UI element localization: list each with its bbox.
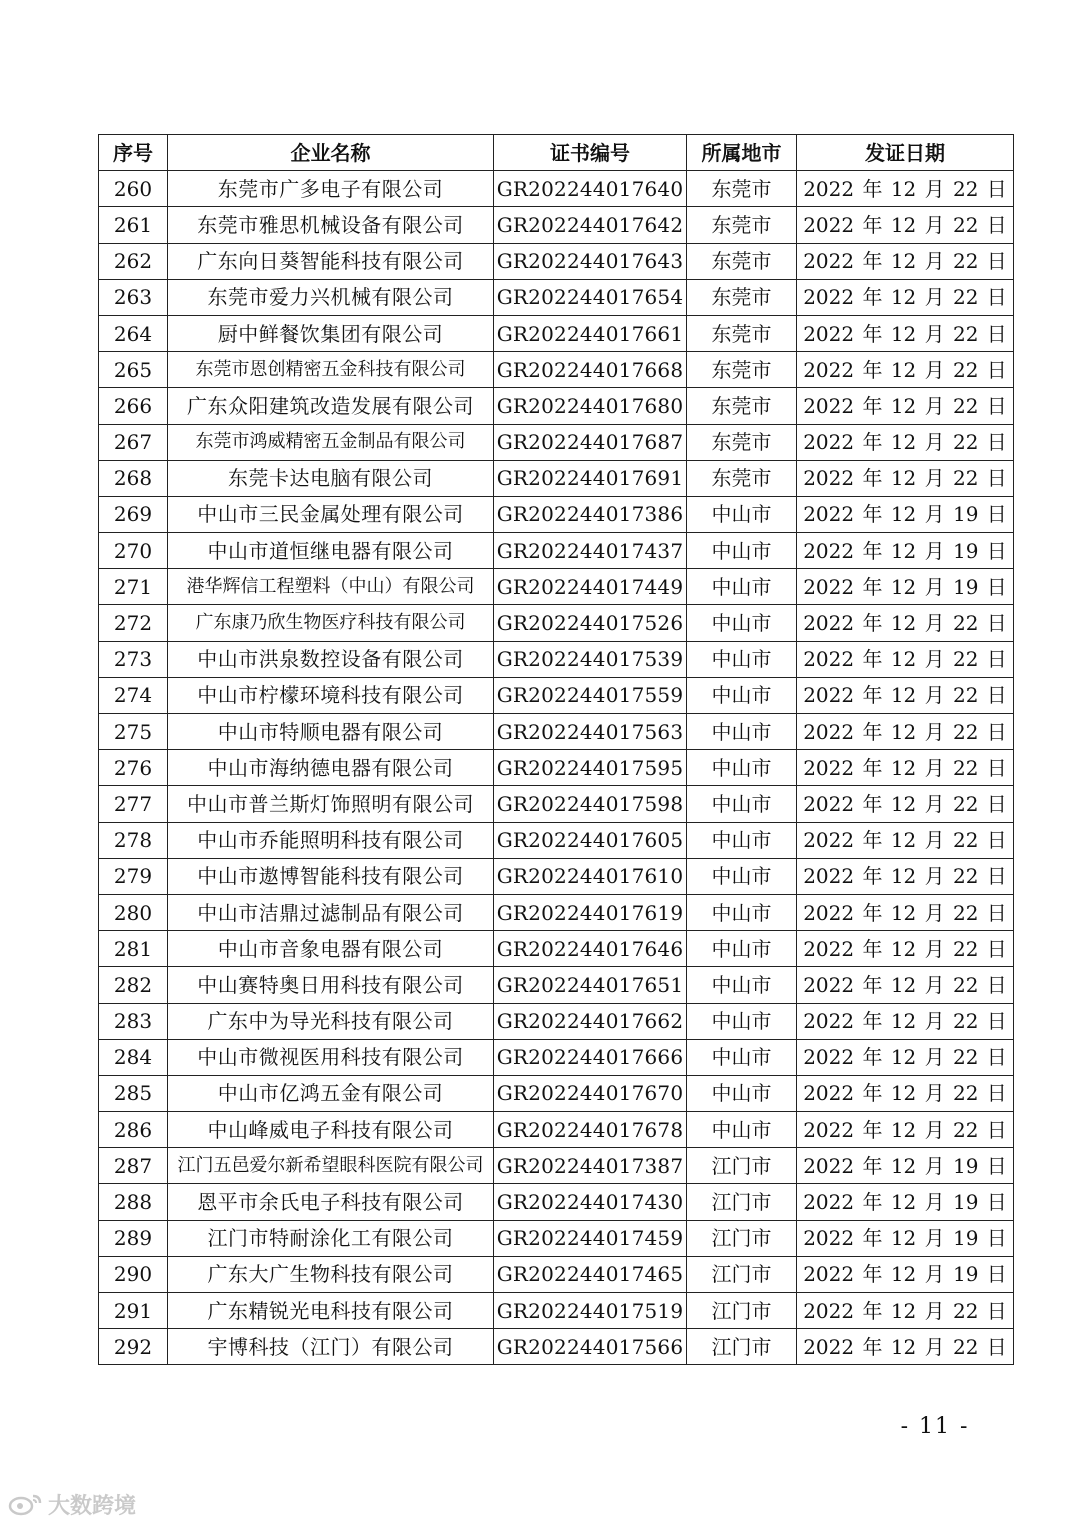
cell-company: 中山市普兰斯灯饰照明有限公司	[168, 786, 494, 822]
table-row	[99, 1184, 1014, 1220]
cell-index: 270	[99, 533, 168, 569]
cell-city: 江门市	[687, 1148, 797, 1184]
cell-certificate: GR202244017670	[494, 1075, 687, 1111]
table-row	[99, 243, 1014, 279]
cell-date: 2022 年 12 月 22 日	[797, 858, 1014, 894]
cell-index: 261	[99, 207, 168, 243]
cell-company: 中山市音象电器有限公司	[168, 931, 494, 967]
cell-date: 2022 年 12 月 22 日	[797, 1293, 1014, 1329]
cell-company: 中山市道恒继电器有限公司	[168, 533, 494, 569]
cell-certificate: GR202244017386	[494, 496, 687, 532]
cell-company: 广东精锐光电科技有限公司	[168, 1293, 494, 1329]
cell-index: 274	[99, 677, 168, 713]
cell-certificate: GR202244017465	[494, 1256, 687, 1292]
header-date: 发证日期	[797, 135, 1014, 171]
cell-company: 中山市遨博智能科技有限公司	[168, 858, 494, 894]
cell-company: 江门五邑爱尔新希望眼科医院有限公司	[168, 1148, 494, 1184]
cell-certificate: GR202244017598	[494, 786, 687, 822]
cell-company: 中山市亿鸿五金有限公司	[168, 1075, 494, 1111]
cell-city: 中山市	[687, 605, 797, 641]
cell-index: 273	[99, 641, 168, 677]
cell-city: 东莞市	[687, 279, 797, 315]
cell-certificate: GR202244017437	[494, 533, 687, 569]
cell-company: 港华辉信工程塑料（中山）有限公司	[168, 569, 494, 605]
certificate-table	[98, 134, 1014, 1365]
cell-certificate: GR202244017642	[494, 207, 687, 243]
table-row	[99, 1220, 1014, 1256]
cell-company: 中山市洪泉数控设备有限公司	[168, 641, 494, 677]
cell-city: 东莞市	[687, 315, 797, 351]
cell-company: 中山市三民金属处理有限公司	[168, 496, 494, 532]
cell-index: 280	[99, 894, 168, 930]
cell-company: 东莞市爱力兴机械有限公司	[168, 279, 494, 315]
table-row	[99, 1329, 1014, 1365]
cell-index: 269	[99, 496, 168, 532]
table-row	[99, 641, 1014, 677]
cell-city: 中山市	[687, 1039, 797, 1075]
cell-index: 275	[99, 714, 168, 750]
cell-certificate: GR202244017539	[494, 641, 687, 677]
table-row	[99, 352, 1014, 388]
table-row	[99, 388, 1014, 424]
cell-index: 288	[99, 1184, 168, 1220]
table-row	[99, 714, 1014, 750]
table-row	[99, 1003, 1014, 1039]
cell-company: 恩平市余氏电子科技有限公司	[168, 1184, 494, 1220]
table-row	[99, 496, 1014, 532]
table-row	[99, 1293, 1014, 1329]
cell-city: 江门市	[687, 1293, 797, 1329]
cell-company: 中山市乔能照明科技有限公司	[168, 822, 494, 858]
cell-company: 厨中鲜餐饮集团有限公司	[168, 315, 494, 351]
cell-date: 2022 年 12 月 19 日	[797, 496, 1014, 532]
watermark-text: 大数跨境	[48, 1493, 137, 1519]
cell-city: 东莞市	[687, 243, 797, 279]
cell-city: 中山市	[687, 967, 797, 1003]
cell-certificate: GR202244017668	[494, 352, 687, 388]
cell-certificate: GR202244017559	[494, 677, 687, 713]
cell-company: 中山市特顺电器有限公司	[168, 714, 494, 750]
cell-certificate: GR202244017619	[494, 894, 687, 930]
cell-date: 2022 年 12 月 22 日	[797, 315, 1014, 351]
cell-company: 中山峰威电子科技有限公司	[168, 1112, 494, 1148]
cell-city: 中山市	[687, 1003, 797, 1039]
cell-certificate: GR202244017646	[494, 931, 687, 967]
cell-certificate: GR202244017526	[494, 605, 687, 641]
cell-date: 2022 年 12 月 22 日	[797, 207, 1014, 243]
cell-certificate: GR202244017449	[494, 569, 687, 605]
cell-index: 277	[99, 786, 168, 822]
cell-city: 中山市	[687, 894, 797, 930]
cell-date: 2022 年 12 月 19 日	[797, 1184, 1014, 1220]
cell-company: 广东康乃欣生物医疗科技有限公司	[168, 605, 494, 641]
cell-index: 265	[99, 352, 168, 388]
cell-index: 266	[99, 388, 168, 424]
table-row	[99, 533, 1014, 569]
table-row	[99, 858, 1014, 894]
table-header-row	[99, 135, 1014, 171]
cell-date: 2022 年 12 月 19 日	[797, 1220, 1014, 1256]
cell-city: 东莞市	[687, 460, 797, 496]
table-row	[99, 424, 1014, 460]
cell-date: 2022 年 12 月 22 日	[797, 967, 1014, 1003]
cell-certificate: GR202244017566	[494, 1329, 687, 1365]
cell-date: 2022 年 12 月 22 日	[797, 1329, 1014, 1365]
cell-certificate: GR202244017605	[494, 822, 687, 858]
cell-certificate: GR202244017651	[494, 967, 687, 1003]
table-row	[99, 569, 1014, 605]
cell-date: 2022 年 12 月 22 日	[797, 388, 1014, 424]
cell-index: 263	[99, 279, 168, 315]
cell-date: 2022 年 12 月 22 日	[797, 714, 1014, 750]
cell-city: 江门市	[687, 1329, 797, 1365]
cell-certificate: GR202244017610	[494, 858, 687, 894]
cell-certificate: GR202244017654	[494, 279, 687, 315]
cell-index: 276	[99, 750, 168, 786]
cell-city: 东莞市	[687, 171, 797, 207]
cell-date: 2022 年 12 月 22 日	[797, 750, 1014, 786]
cell-index: 292	[99, 1329, 168, 1365]
cell-certificate: GR202244017678	[494, 1112, 687, 1148]
cell-city: 东莞市	[687, 424, 797, 460]
cell-city: 中山市	[687, 569, 797, 605]
cell-index: 264	[99, 315, 168, 351]
cell-city: 中山市	[687, 533, 797, 569]
cell-date: 2022 年 12 月 22 日	[797, 641, 1014, 677]
cell-city: 东莞市	[687, 352, 797, 388]
cell-company: 江门市特耐涂化工有限公司	[168, 1220, 494, 1256]
cell-index: 278	[99, 822, 168, 858]
table-row	[99, 279, 1014, 315]
cell-city: 江门市	[687, 1220, 797, 1256]
cell-date: 2022 年 12 月 22 日	[797, 1039, 1014, 1075]
cell-city: 中山市	[687, 858, 797, 894]
cell-certificate: GR202244017680	[494, 388, 687, 424]
watermark	[8, 1488, 136, 1520]
cell-city: 东莞市	[687, 388, 797, 424]
cell-company: 东莞市恩创精密五金科技有限公司	[168, 352, 494, 388]
cell-index: 286	[99, 1112, 168, 1148]
cell-certificate: GR202244017563	[494, 714, 687, 750]
table-row	[99, 1148, 1014, 1184]
cell-date: 2022 年 12 月 19 日	[797, 1256, 1014, 1292]
cell-city: 东莞市	[687, 207, 797, 243]
cell-city: 中山市	[687, 1075, 797, 1111]
table-body	[99, 171, 1014, 1365]
header-city: 所属地市	[687, 135, 797, 171]
cell-certificate: GR202244017687	[494, 424, 687, 460]
cell-date: 2022 年 12 月 22 日	[797, 894, 1014, 930]
cell-index: 262	[99, 243, 168, 279]
cell-company: 中山市柠檬环境科技有限公司	[168, 677, 494, 713]
cell-date: 2022 年 12 月 22 日	[797, 1075, 1014, 1111]
cell-date: 2022 年 12 月 22 日	[797, 931, 1014, 967]
cell-company: 东莞卡达电脑有限公司	[168, 460, 494, 496]
cell-certificate: GR202244017387	[494, 1148, 687, 1184]
table-row	[99, 1256, 1014, 1292]
cell-company: 中山赛特奥日用科技有限公司	[168, 967, 494, 1003]
cell-company: 宇博科技（江门）有限公司	[168, 1329, 494, 1365]
cell-index: 281	[99, 931, 168, 967]
page-number: - 11 -	[900, 1414, 970, 1439]
cell-date: 2022 年 12 月 22 日	[797, 1112, 1014, 1148]
cell-city: 中山市	[687, 931, 797, 967]
cell-index: 290	[99, 1256, 168, 1292]
cell-certificate: GR202244017666	[494, 1039, 687, 1075]
cell-certificate: GR202244017430	[494, 1184, 687, 1220]
cell-index: 272	[99, 605, 168, 641]
cell-certificate: GR202244017640	[494, 171, 687, 207]
cell-company: 东莞市广多电子有限公司	[168, 171, 494, 207]
cell-date: 2022 年 12 月 22 日	[797, 677, 1014, 713]
cell-certificate: GR202244017691	[494, 460, 687, 496]
cell-date: 2022 年 12 月 19 日	[797, 569, 1014, 605]
cell-index: 260	[99, 171, 168, 207]
cell-index: 279	[99, 858, 168, 894]
table-row	[99, 1039, 1014, 1075]
table-row	[99, 171, 1014, 207]
cell-company: 广东众阳建筑改造发展有限公司	[168, 388, 494, 424]
table-row	[99, 1075, 1014, 1111]
cell-city: 中山市	[687, 496, 797, 532]
cell-index: 282	[99, 967, 168, 1003]
cell-city: 中山市	[687, 1112, 797, 1148]
cell-date: 2022 年 12 月 22 日	[797, 424, 1014, 460]
header-index: 序号	[99, 135, 168, 171]
cell-date: 2022 年 12 月 19 日	[797, 533, 1014, 569]
cell-date: 2022 年 12 月 22 日	[797, 822, 1014, 858]
cell-city: 中山市	[687, 750, 797, 786]
cell-date: 2022 年 12 月 22 日	[797, 279, 1014, 315]
cell-index: 285	[99, 1075, 168, 1111]
cell-index: 289	[99, 1220, 168, 1256]
cell-date: 2022 年 12 月 19 日	[797, 1148, 1014, 1184]
cell-date: 2022 年 12 月 22 日	[797, 171, 1014, 207]
cell-index: 267	[99, 424, 168, 460]
cell-company: 广东向日葵智能科技有限公司	[168, 243, 494, 279]
weibo-style-logo-icon	[8, 1492, 44, 1516]
cell-index: 283	[99, 1003, 168, 1039]
cell-company: 中山市洁鼎过滤制品有限公司	[168, 894, 494, 930]
table-row	[99, 677, 1014, 713]
cell-date: 2022 年 12 月 22 日	[797, 786, 1014, 822]
cell-index: 291	[99, 1293, 168, 1329]
cell-company: 广东中为导光科技有限公司	[168, 1003, 494, 1039]
cell-certificate: GR202244017595	[494, 750, 687, 786]
cell-date: 2022 年 12 月 22 日	[797, 605, 1014, 641]
cell-date: 2022 年 12 月 22 日	[797, 352, 1014, 388]
cell-city: 中山市	[687, 677, 797, 713]
cell-index: 287	[99, 1148, 168, 1184]
cell-date: 2022 年 12 月 22 日	[797, 243, 1014, 279]
cell-company: 中山市海纳德电器有限公司	[168, 750, 494, 786]
table-row	[99, 931, 1014, 967]
table-row	[99, 822, 1014, 858]
cell-city: 中山市	[687, 641, 797, 677]
table-row	[99, 315, 1014, 351]
cell-index: 268	[99, 460, 168, 496]
cell-company: 中山市微视医用科技有限公司	[168, 1039, 494, 1075]
cell-certificate: GR202244017661	[494, 315, 687, 351]
table-row	[99, 967, 1014, 1003]
cell-company: 东莞市雅思机械设备有限公司	[168, 207, 494, 243]
cell-city: 江门市	[687, 1184, 797, 1220]
cell-certificate: GR202244017643	[494, 243, 687, 279]
table-row	[99, 1112, 1014, 1148]
table-row	[99, 786, 1014, 822]
cell-index: 271	[99, 569, 168, 605]
cell-city: 中山市	[687, 822, 797, 858]
cell-company: 广东大广生物科技有限公司	[168, 1256, 494, 1292]
cell-date: 2022 年 12 月 22 日	[797, 1003, 1014, 1039]
header-company: 企业名称	[168, 135, 494, 171]
cell-index: 284	[99, 1039, 168, 1075]
header-certificate: 证书编号	[494, 135, 687, 171]
table-row	[99, 605, 1014, 641]
table-row	[99, 460, 1014, 496]
cell-city: 中山市	[687, 714, 797, 750]
cell-company: 东莞市鸿威精密五金制品有限公司	[168, 424, 494, 460]
cell-certificate: GR202244017662	[494, 1003, 687, 1039]
cell-city: 江门市	[687, 1256, 797, 1292]
table-row	[99, 750, 1014, 786]
cell-certificate: GR202244017519	[494, 1293, 687, 1329]
table-row	[99, 894, 1014, 930]
cell-date: 2022 年 12 月 22 日	[797, 460, 1014, 496]
table-row	[99, 207, 1014, 243]
cell-certificate: GR202244017459	[494, 1220, 687, 1256]
cell-city: 中山市	[687, 786, 797, 822]
